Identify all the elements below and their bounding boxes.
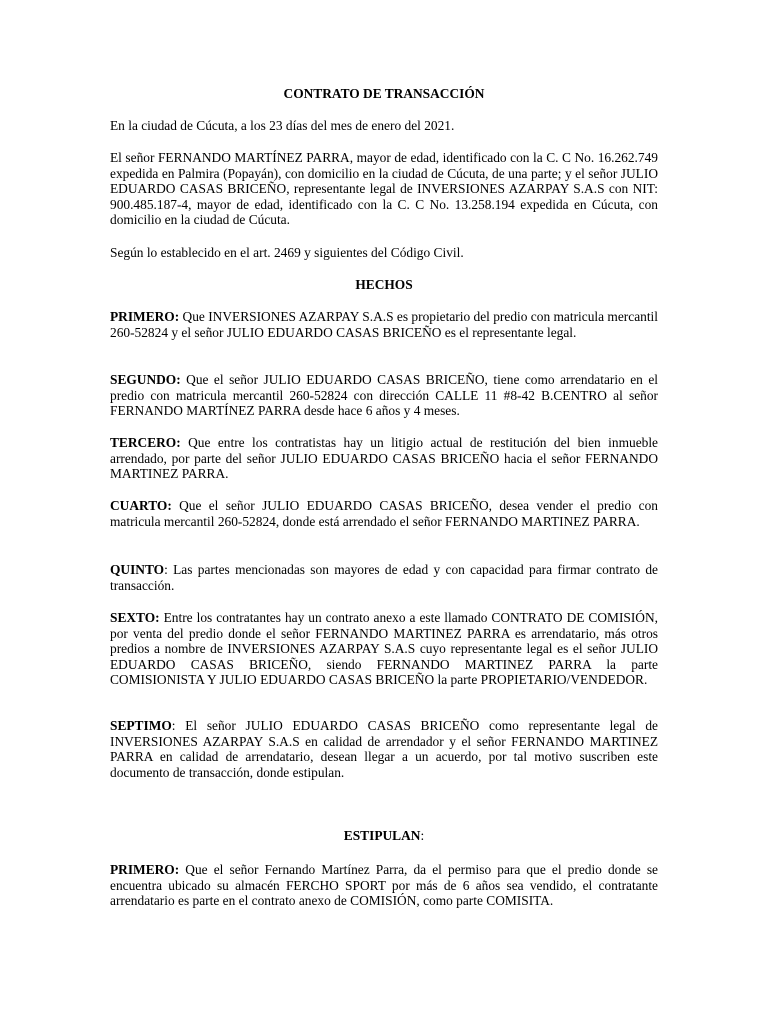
hecho-primero xyxy=(110,309,658,340)
hecho-text: Entre los contratantes hay un contrato anexo a este llamado CONTRATO DE COMISIÓN, por venta del predio donde el señor FERNANDO MARTINEZ PARRA es arrendatario, más otros predios a nombre de INVERSIONES AZARPAY S.A.S cuyo representante legal es el señor JULIO EDUARDO CASAS BRICEÑO, siendo FERNANDO MARTINEZ PARRA la parte COMISIONISTA Y JULIO EDUARDO CASAS BRICEÑO la parte PROPIETARIO/VENDEDOR. xyxy=(110,610,658,688)
hecho-segundo xyxy=(110,372,658,419)
hecho-label: SEPTIMO xyxy=(110,718,172,733)
hecho-label: TERCERO: xyxy=(110,435,181,450)
hecho-text: Que el señor JULIO EDUARDO CASAS BRICEÑO, desea vender el predio con matricula mercantil 260-52824, donde está arrendado el señor FERNANDO MARTINEZ PARRA. xyxy=(110,498,658,529)
hecho-label: QUINTO xyxy=(110,562,165,577)
hecho-text: : Las partes mencionadas son mayores de edad y con capacidad para firmar contrato de transacción. xyxy=(110,562,658,593)
hecho-label: PRIMERO: xyxy=(110,309,180,324)
hecho-text: : El señor JULIO EDUARDO CASAS BRICEÑO como representante legal de INVERSIONES AZARPAY S.A.S en calidad de arrendador y el señor FERNANDO MARTINEZ PARRA en calidad de arrendatario, desean llegar a un acuerdo, por tal motivo suscriben este documento de transacción, donde estipulan. xyxy=(110,718,658,780)
hecho-tercero xyxy=(110,435,658,482)
hecho-label: CUARTO: xyxy=(110,498,172,513)
hecho-label: SEXTO: xyxy=(110,610,160,625)
parties-paragraph: El señor FERNANDO MARTÍNEZ PARRA, mayor de edad, identificado con la C. C No. 16.262.749 expedida en Palmira (Popayán), con domicilio en la ciudad de Cúcuta, de una parte; y el señor JULIO EDUARDO CASAS BRICEÑO, representante legal de INVERSIONES AZARPAY S.A.S con NIT: 900.485.187-4, mayor de edad, identificado con la C. C No. 13.258.194 expedida en Cúcuta, con domicilio en la ciudad de Cúcuta. xyxy=(110,150,658,228)
estipulan-label: PRIMERO: xyxy=(110,862,180,877)
hecho-septimo xyxy=(110,718,658,780)
hechos-heading: HECHOS xyxy=(355,277,413,292)
document-title: CONTRATO DE TRANSACCIÓN xyxy=(283,86,485,101)
estipulan-text: Que el señor Fernando Martínez Parra, da el permiso para que el predio donde se encuentra ubicado su almacén FERCHO SPORT por más de 6 años sea vendido, el contratante arrendatario es parte en el contrato anexo de COMISIÓN, como parte COMISITA. xyxy=(110,862,658,909)
hecho-quinto xyxy=(110,562,658,593)
hecho-cuarto xyxy=(110,498,658,529)
hecho-text: Que entre los contratistas hay un litigio actual de restitución del bien inmueble arrendado, por parte del señor JULIO EDUARDO CASAS BRICEÑO hacia el señor FERNANDO MARTINEZ PARRA. xyxy=(110,435,658,482)
estipulan-heading-colon: : xyxy=(420,828,425,843)
hecho-text: Que el señor JULIO EDUARDO CASAS BRICEÑO, tiene como arrendatario en el predio con matricula mercantil 260-52824 con dirección CALLE 11 #8-42 B.CENTRO al señor FERNANDO MARTÍNEZ PARRA desde hace 6 años y 4 meses. xyxy=(110,372,658,419)
estipulan-heading xyxy=(0,828,768,844)
estipulan-primero xyxy=(110,862,658,909)
legal-basis: Según lo establecido en el art. 2469 y siguientes del Código Civil. xyxy=(110,245,464,260)
intro-date: En la ciudad de Cúcuta, a los 23 días del mes de enero del 2021. xyxy=(110,118,455,133)
hecho-label: SEGUNDO: xyxy=(110,372,181,387)
hecho-sexto xyxy=(110,610,658,688)
hecho-text: Que INVERSIONES AZARPAY S.A.S es propietario del predio con matricula mercantil 260-52824 y el señor JULIO EDUARDO CASAS BRICEÑO es el representante legal. xyxy=(110,309,658,340)
estipulan-heading-text: ESTIPULAN xyxy=(343,828,421,843)
